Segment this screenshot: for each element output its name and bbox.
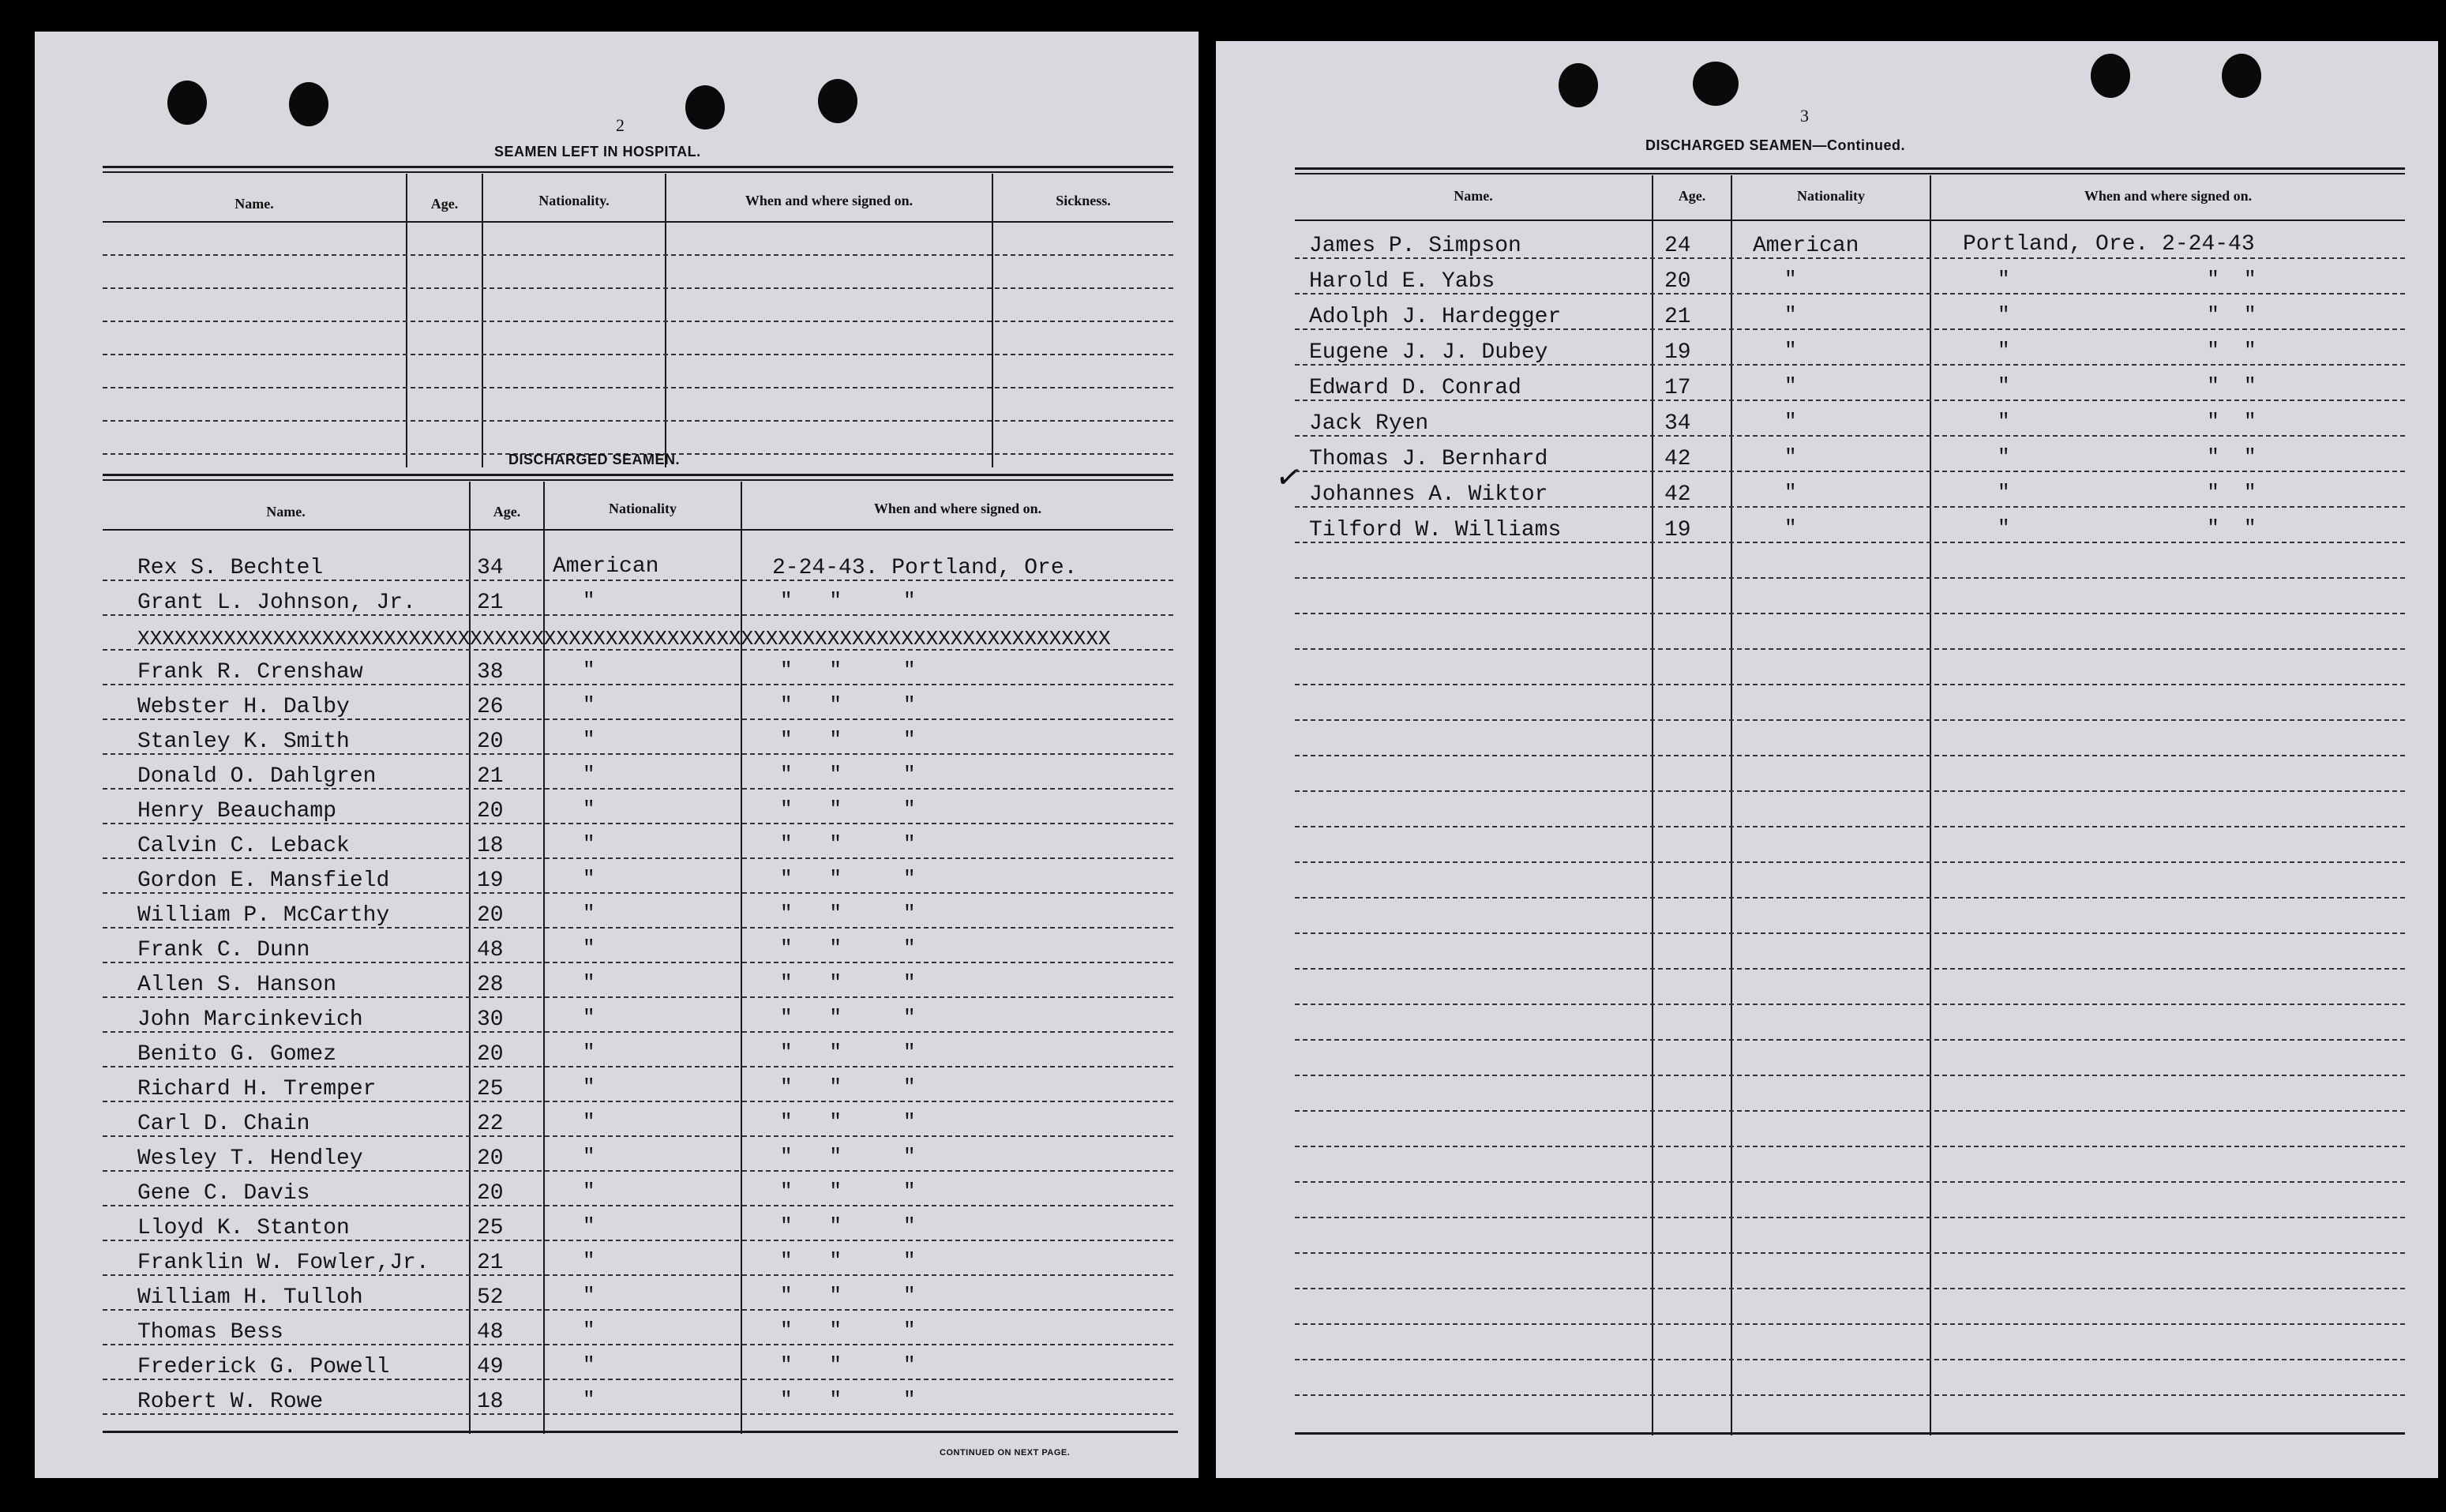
ditto-mark: " " " (780, 589, 916, 613)
seaman-name: Thomas J. Bernhard (1309, 447, 1548, 471)
discharged-title: DISCHARGED SEAMEN. (508, 452, 681, 467)
seaman-age: 21 (1664, 305, 1691, 329)
ditto-mark: " (583, 1145, 595, 1169)
ditto-mark: " (583, 763, 595, 786)
seaman-age: 49 (477, 1355, 504, 1379)
table-rule (103, 1431, 1178, 1433)
seaman-name: Allen S. Hanson (137, 973, 337, 997)
column-divider (741, 482, 742, 1434)
ditto-mark: " (583, 658, 595, 682)
seaman-name: Johannes A. Wiktor (1309, 482, 1548, 507)
ditto-mark: " " " (780, 902, 916, 925)
seaman-name: Jack Ryen (1309, 411, 1429, 436)
col-header-nationality: Nationality (608, 501, 677, 516)
ditto-mark: " " " (1998, 410, 2257, 433)
ditto-mark: " (1784, 374, 1797, 398)
seaman-age: 21 (477, 1251, 504, 1275)
row-line (1295, 861, 2405, 863)
row-line (1295, 577, 2405, 579)
seaman-age: 20 (477, 1181, 504, 1206)
seaman-name: Webster H. Dalby (137, 695, 350, 719)
page-number: 3 (1800, 106, 1809, 126)
ditto-mark: " " " (780, 797, 916, 821)
ditto-mark: " " " (1998, 268, 2257, 291)
ditto-mark: " (583, 1353, 595, 1377)
seaman-name: Frederick G. Powell (137, 1355, 390, 1379)
seaman-name: Stanley K. Smith (137, 730, 350, 754)
ditto-mark: " (1784, 410, 1797, 433)
seaman-name: Donald O. Dahlgren (137, 764, 377, 789)
seaman-age: 52 (477, 1285, 504, 1310)
row-line (1295, 932, 2405, 934)
col-header-age: Age. (430, 196, 459, 212)
left-page (35, 32, 1199, 1478)
seaman-age: 21 (477, 764, 504, 789)
col-header-signed-on: When and where signed on. (745, 193, 913, 208)
seaman-age: 19 (1664, 340, 1691, 365)
row-line (1295, 1359, 2405, 1360)
col-header-name: Name. (1454, 188, 1493, 204)
ditto-mark: " (583, 1006, 595, 1030)
punch-hole (818, 79, 857, 123)
ditto-mark: " " " (780, 1145, 916, 1169)
ditto-mark: " " " (780, 1075, 916, 1099)
row-line (1295, 613, 2405, 614)
table-rule (103, 474, 1173, 476)
ditto-mark: " (1784, 339, 1797, 362)
seaman-age: 24 (1664, 234, 1691, 258)
seaman-age: 20 (477, 799, 504, 824)
seaman-age: 42 (1664, 482, 1691, 507)
row-line (103, 387, 1173, 388)
seaman-age: 18 (477, 834, 504, 858)
seaman-age: 26 (477, 695, 504, 719)
seaman-name: Rex S. Bechtel (137, 556, 324, 580)
col-header-sickness: Sickness. (1056, 193, 1111, 208)
row-line (1295, 1181, 2405, 1183)
seaman-age: 22 (477, 1112, 504, 1136)
row-line (1295, 897, 2405, 899)
seaman-name: William P. McCarthy (137, 903, 390, 928)
seaman-age: 30 (477, 1007, 504, 1032)
ditto-mark: " (583, 1075, 595, 1099)
seaman-age: 20 (477, 903, 504, 928)
ditto-mark: " " " (780, 1180, 916, 1203)
seaman-name: Lloyd K. Stanton (137, 1216, 350, 1240)
row-line (1295, 1110, 2405, 1112)
ditto-mark: " (583, 832, 595, 856)
ditto-mark: " " " (780, 658, 916, 682)
ditto-mark: " " " (780, 1284, 916, 1308)
row-line (103, 420, 1173, 422)
punch-hole (685, 85, 725, 129)
ditto-mark: " " " (780, 763, 916, 786)
seaman-name: William H. Tulloh (137, 1285, 363, 1310)
ditto-mark: " (583, 797, 595, 821)
ditto-mark: " (583, 1180, 595, 1203)
seaman-name: Richard H. Tremper (137, 1077, 377, 1101)
signed-on: 2-24-43. Portland, Ore. (772, 556, 1078, 580)
row-line (1295, 968, 2405, 970)
table-rule (1295, 1432, 2405, 1435)
ditto-mark: " (1784, 481, 1797, 505)
struck-row: XXXXXXXXXXXXXXXXXXXXXXXXXXXXXXXXXXXXXXXXXXXXXXXXXXXXXXXXXXXXXXXXXXXXXXXXXXXXXXX (137, 627, 1111, 651)
seaman-age: 20 (477, 1042, 504, 1067)
seaman-name: Carl D. Chain (137, 1112, 310, 1136)
row-line (1295, 1004, 2405, 1005)
punch-hole (2091, 54, 2130, 98)
continued-title: DISCHARGED SEAMEN—Continued. (1645, 137, 1905, 153)
seaman-age: 21 (477, 591, 504, 615)
hospital-title: SEAMEN LEFT IN HOSPITAL. (494, 144, 701, 159)
row-line (1295, 435, 2405, 437)
ditto-mark: " " " (1998, 339, 2257, 362)
seaman-name: Frank C. Dunn (137, 938, 310, 962)
ditto-mark: " " " (1998, 481, 2257, 505)
ditto-mark: " (583, 936, 595, 960)
ditto-mark: " (583, 1319, 595, 1342)
seaman-age: 19 (477, 869, 504, 893)
column-divider (469, 482, 471, 1434)
ditto-mark: " (583, 1249, 595, 1273)
row-line (103, 254, 1173, 256)
seaman-age: 20 (477, 1146, 504, 1171)
ditto-mark: " " " (780, 1006, 916, 1030)
seaman-age: 34 (1664, 411, 1691, 436)
punch-hole (1559, 63, 1598, 107)
ditto-mark: " (583, 971, 595, 995)
seaman-name: Frank R. Crenshaw (137, 660, 363, 685)
seaman-name: Gordon E. Mansfield (137, 869, 390, 893)
row-line (103, 354, 1173, 355)
seaman-name: Calvin C. Leback (137, 834, 350, 858)
ditto-mark: " " " (780, 728, 916, 752)
punch-hole (289, 82, 328, 126)
ditto-mark: " " " (780, 832, 916, 856)
seaman-nationality: American (1753, 234, 1859, 258)
row-line (103, 287, 1173, 289)
seaman-name: Robert W. Rowe (137, 1390, 324, 1414)
col-header-name: Name. (266, 504, 306, 520)
ditto-mark: " (1784, 303, 1797, 327)
seaman-nationality: American (553, 554, 659, 579)
ditto-mark: " (583, 728, 595, 752)
ditto-mark: " " " (780, 1353, 916, 1377)
seaman-age: 25 (477, 1077, 504, 1101)
right-page (1216, 41, 2438, 1478)
seaman-name: Henry Beauchamp (137, 799, 337, 824)
ditto-mark: " " " (1998, 374, 2257, 398)
ditto-mark: " " " (780, 1041, 916, 1064)
ditto-mark: " (1784, 268, 1797, 291)
col-header-age: Age. (493, 504, 521, 520)
table-rule (103, 221, 1173, 223)
row-line (1295, 719, 2405, 721)
seaman-age: 38 (477, 660, 504, 685)
row-line (1295, 826, 2405, 827)
table-rule (103, 166, 1173, 168)
ditto-mark: " " " (780, 1319, 916, 1342)
seaman-age: 48 (477, 1320, 504, 1345)
seaman-name: John Marcinkevich (137, 1007, 363, 1032)
seaman-age: 20 (1664, 269, 1691, 294)
table-rule (1295, 167, 2405, 170)
ditto-mark: " " " (780, 1249, 916, 1273)
col-header-signed-on: When and where signed on. (2084, 188, 2253, 204)
ditto-mark: " (1784, 516, 1797, 540)
ditto-mark: " (583, 902, 595, 925)
ditto-mark: " " " (1998, 303, 2257, 327)
signed-on: Portland, Ore. 2-24-43 (1963, 232, 2255, 257)
col-header-signed-on: When and where signed on. (873, 501, 1042, 516)
row-line (1295, 1288, 2405, 1289)
seaman-age: 17 (1664, 376, 1691, 400)
col-header-name: Name. (234, 196, 274, 212)
ditto-mark: " (583, 693, 595, 717)
row-line (1295, 1075, 2405, 1076)
row-line (1295, 1146, 2405, 1147)
seaman-age: 48 (477, 938, 504, 962)
seaman-name: Wesley T. Hendley (137, 1146, 363, 1171)
seaman-name: Eugene J. J. Dubey (1309, 340, 1548, 365)
ditto-mark: " " " (780, 1388, 916, 1412)
row-line (1295, 1252, 2405, 1254)
seaman-name: Grant L. Johnson, Jr. (137, 591, 416, 615)
seaman-name: James P. Simpson (1309, 234, 1521, 258)
seaman-name: Adolph J. Hardegger (1309, 305, 1562, 329)
seaman-age: 18 (477, 1390, 504, 1414)
row-line (1295, 1217, 2405, 1218)
seaman-age: 42 (1664, 447, 1691, 471)
row-line (103, 321, 1173, 322)
page-number: 2 (616, 115, 625, 135)
col-header-nationality: Nationality. (538, 193, 610, 208)
row-line (1295, 1394, 2405, 1396)
ditto-mark: " " " (780, 1214, 916, 1238)
ditto-mark: " (583, 1041, 595, 1064)
table-rule (103, 529, 1173, 531)
row-line (1295, 1323, 2405, 1325)
row-line (1295, 684, 2405, 685)
seaman-age: 19 (1664, 518, 1691, 542)
seaman-name: Tilford W. Williams (1309, 518, 1562, 542)
seaman-name: Edward D. Conrad (1309, 376, 1521, 400)
seaman-name: Franklin W. Fowler,Jr. (137, 1251, 430, 1275)
punch-hole (2222, 54, 2261, 98)
seaman-age: 28 (477, 973, 504, 997)
row-line (1295, 648, 2405, 650)
seaman-age: 25 (477, 1216, 504, 1240)
seaman-name: Thomas Bess (137, 1320, 283, 1345)
punch-hole (1693, 62, 1739, 106)
ditto-mark: " " " (780, 971, 916, 995)
punch-hole (167, 81, 207, 125)
table-rule (1295, 219, 2405, 221)
continued-note: CONTINUED ON NEXT PAGE. (940, 1448, 1071, 1458)
ditto-mark: " (583, 589, 595, 613)
ditto-mark: " " " (780, 936, 916, 960)
ditto-mark: " (583, 1214, 595, 1238)
ditto-mark: " " " (780, 1110, 916, 1134)
ditto-mark: " " " (1998, 516, 2257, 540)
ditto-mark: " (583, 1110, 595, 1134)
ditto-mark: " (1784, 445, 1797, 469)
column-divider (543, 482, 545, 1434)
ditto-mark: " (583, 867, 595, 891)
check-mark: ✓ (1273, 457, 1306, 498)
row-line (1295, 790, 2405, 792)
seaman-name: Gene C. Davis (137, 1181, 310, 1206)
ditto-mark: " (583, 1284, 595, 1308)
ditto-mark: " " " (1998, 445, 2257, 469)
row-line (1295, 755, 2405, 756)
table-rule (1295, 173, 2405, 174)
seaman-name: Benito G. Gomez (137, 1042, 337, 1067)
table-rule (103, 171, 1173, 173)
ditto-mark: " " " (780, 867, 916, 891)
row-line (1295, 1039, 2405, 1041)
seaman-age: 20 (477, 730, 504, 754)
col-header-age: Age. (1678, 188, 1706, 204)
ditto-mark: " " " (780, 693, 916, 717)
seaman-name: Harold E. Yabs (1309, 269, 1495, 294)
col-header-nationality: Nationality (1796, 188, 1865, 204)
seaman-age: 34 (477, 556, 504, 580)
table-rule (103, 479, 1173, 481)
ditto-mark: " (583, 1388, 595, 1412)
